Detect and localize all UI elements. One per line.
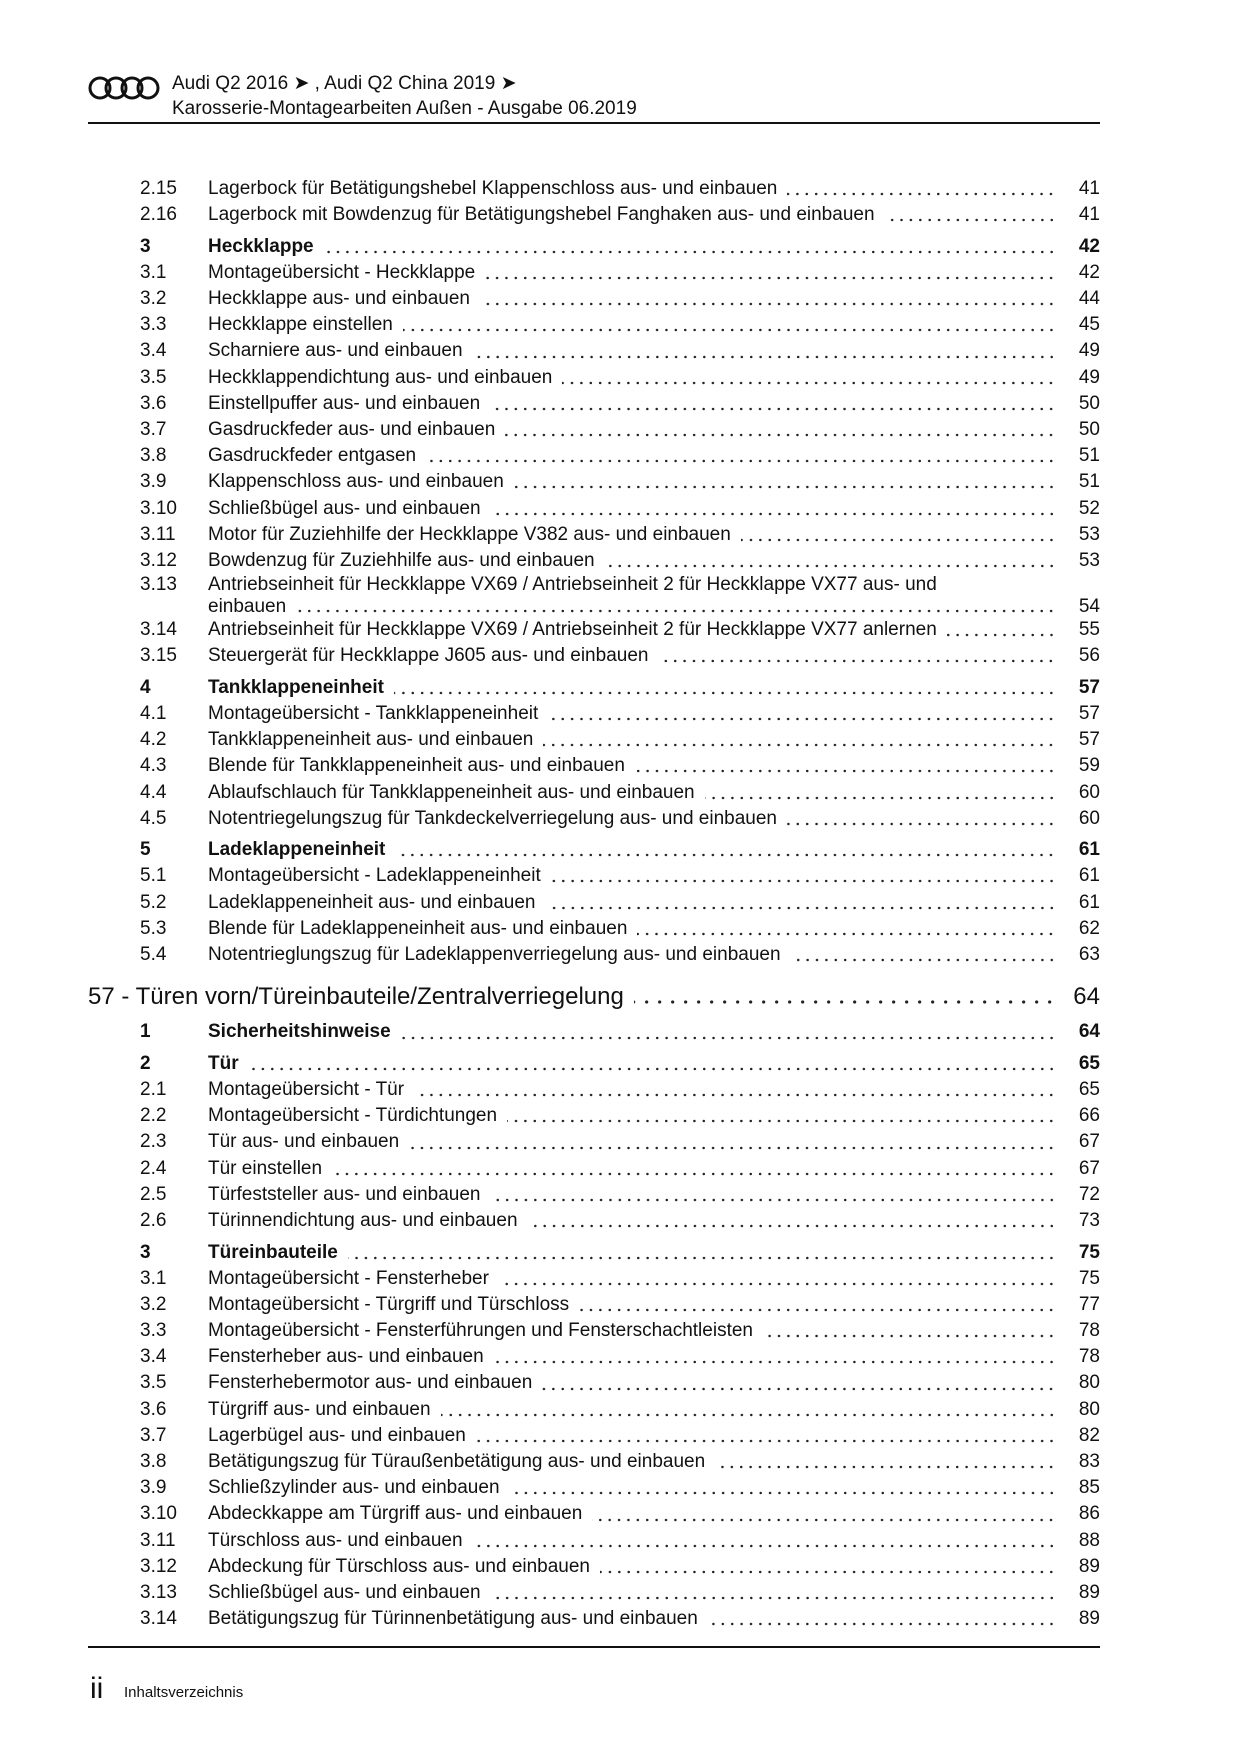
entry-number: 3.14 <box>140 1608 177 1630</box>
dot-leader <box>441 1413 1056 1417</box>
entry-title[interactable]: Lagerbock mit Bowdenzug für Betätigungshebel Fanghaken aus- und einbauen <box>208 204 875 226</box>
entry-title[interactable]: Schließzylinder aus- und einbauen <box>208 1477 500 1499</box>
entry-page[interactable]: 75 <box>1078 1241 1100 1263</box>
entry-number: 3.9 <box>140 1477 167 1499</box>
entry-title[interactable]: Türeinbauteile <box>208 1241 338 1263</box>
entry-page[interactable]: 51 <box>1078 445 1100 467</box>
dot-leader <box>409 1146 1056 1150</box>
entry-page[interactable]: 78 <box>1078 1346 1100 1368</box>
entry-number: 5.4 <box>140 943 167 965</box>
dot-leader <box>592 1518 1056 1522</box>
toc-entry[interactable] <box>88 176 1100 202</box>
toc-entry[interactable] <box>88 1103 1100 1129</box>
entry-page[interactable]: 77 <box>1078 1293 1100 1315</box>
entry-title-continuation <box>88 596 1100 618</box>
toc-entry[interactable] <box>88 286 1100 312</box>
entry-title[interactable]: Lagerbügel aus- und einbauen <box>208 1424 466 1446</box>
toc-entry[interactable] <box>88 806 1100 832</box>
dot-leader <box>473 355 1056 359</box>
entry-title[interactable]: Antriebseinheit für Heckklappe VX69 / Antriebseinheit 2 für Heckklappe VX77 anlernen <box>208 619 937 641</box>
toc-entry[interactable] <box>88 496 1100 522</box>
entry-page[interactable]: 64 <box>1073 983 1100 1011</box>
entry-number: 3.2 <box>140 288 167 310</box>
dot-leader <box>324 250 1056 254</box>
toc-entry[interactable] <box>88 1449 1100 1475</box>
entry-page[interactable]: 82 <box>1078 1424 1100 1446</box>
entry-title[interactable]: Klappenschloss aus- und einbauen <box>208 471 504 493</box>
entry-page[interactable]: 73 <box>1078 1210 1100 1232</box>
toc-entry[interactable] <box>88 260 1100 286</box>
entry-number: 3 <box>140 1241 151 1263</box>
dot-leader <box>491 1198 1057 1202</box>
dot-leader <box>548 717 1056 721</box>
dot-leader <box>635 769 1056 773</box>
entry-title[interactable]: Türgriff aus- und einbauen <box>208 1398 431 1420</box>
dot-leader <box>715 1465 1056 1469</box>
entry-title[interactable]: Türschloss aus- und einbauen <box>208 1529 463 1551</box>
entry-page[interactable]: 57 <box>1078 729 1100 751</box>
entry-number: 1 <box>140 1021 151 1043</box>
dot-leader <box>546 906 1057 910</box>
dot-leader <box>332 1172 1056 1176</box>
entry-title[interactable]: Tankklappeneinheit aus- und einbauen <box>208 729 534 751</box>
toc-entry[interactable] <box>88 1344 1100 1370</box>
dot-leader <box>763 1334 1056 1338</box>
entry-page[interactable]: 54 <box>1078 595 1100 617</box>
toc-entry[interactable] <box>88 574 1100 617</box>
dot-leader <box>787 192 1056 196</box>
entry-page[interactable]: 65 <box>1078 1079 1100 1101</box>
entry-title[interactable]: Türinnendichtung aus- und einbauen <box>208 1210 518 1232</box>
entry-number: 3.10 <box>140 1503 177 1525</box>
entry-number: 2.5 <box>140 1183 167 1205</box>
entry-page[interactable]: 64 <box>1078 1021 1100 1043</box>
dot-leader <box>491 1596 1056 1600</box>
entry-number: 3.13 <box>140 574 177 596</box>
entry-title[interactable]: Bowdenzug für Zuziehhilfe aus- und einbauen <box>208 549 595 571</box>
toc-entry[interactable] <box>88 1606 1100 1632</box>
entry-number: 3.2 <box>140 1293 167 1315</box>
entry-number: 4 <box>140 676 151 698</box>
dot-leader <box>394 691 1056 695</box>
entry-number: 2.3 <box>140 1131 167 1153</box>
entry-page[interactable]: 89 <box>1078 1581 1100 1603</box>
entry-number: 2.1 <box>140 1079 167 1101</box>
dot-leader <box>249 1067 1056 1071</box>
toc-entry[interactable] <box>88 1370 1100 1396</box>
entry-page[interactable]: 41 <box>1078 204 1100 226</box>
entry-title[interactable]: Tankklappeneinheit <box>208 676 384 698</box>
audi-rings-logo <box>88 76 160 100</box>
dot-leader <box>499 1282 1056 1286</box>
toc-section[interactable] <box>88 234 1100 260</box>
entry-number: 2.15 <box>140 178 177 199</box>
entry-number: 2.6 <box>140 1210 167 1232</box>
entry-number: 2.4 <box>140 1157 167 1179</box>
entry-page[interactable]: 85 <box>1078 1477 1100 1499</box>
dot-leader <box>605 564 1056 568</box>
entry-page[interactable]: 61 <box>1078 865 1100 887</box>
toc-entry[interactable] <box>88 1554 1100 1580</box>
footer-divider <box>88 1646 1100 1648</box>
entry-number: 2.2 <box>140 1105 167 1127</box>
dot-leader <box>401 1036 1056 1040</box>
entry-page[interactable]: 50 <box>1078 392 1100 414</box>
entry-page[interactable]: 75 <box>1078 1267 1100 1289</box>
entry-page[interactable]: 67 <box>1078 1157 1100 1179</box>
entry-title[interactable]: Betätigungszug für Türinnenbetätigung aus- und einbauen <box>208 1608 698 1630</box>
entry-page[interactable]: 67 <box>1078 1131 1100 1153</box>
entry-number: 5 <box>140 839 151 861</box>
entry-page[interactable]: 62 <box>1078 917 1100 939</box>
entry-title[interactable]: Heckklappe einstellen <box>208 314 393 336</box>
entry-title[interactable]: Sicherheitshinweise <box>208 1021 391 1043</box>
toc-entry[interactable] <box>88 365 1100 391</box>
dot-leader <box>708 1622 1056 1626</box>
entry-number: 3 <box>140 235 151 257</box>
dot-leader <box>551 879 1056 883</box>
entry-number: 4.5 <box>140 807 167 829</box>
entry-title[interactable]: Notentrieglungszug für Ladeklappenverriegelung aus- und einbauen <box>208 943 781 965</box>
dot-leader <box>507 1119 1056 1123</box>
dot-leader <box>414 1093 1056 1097</box>
entry-page[interactable]: 80 <box>1078 1372 1100 1394</box>
entry-title[interactable]: Gasdruckfeder entgasen <box>208 445 417 467</box>
entry-title[interactable]: Abdeckung für Türschloss aus- und einbauen <box>208 1555 591 1577</box>
entry-page[interactable]: 53 <box>1078 523 1100 545</box>
entry-number: 3.7 <box>140 1424 167 1446</box>
entry-title[interactable]: Blende für Tankklappeneinheit aus- und einbauen <box>208 755 625 777</box>
toc-entry[interactable] <box>88 753 1100 779</box>
toc-entry[interactable] <box>88 890 1100 916</box>
entry-number: 3.8 <box>140 1451 167 1473</box>
toc-entry[interactable] <box>88 617 1100 643</box>
entry-number: 5.3 <box>140 917 167 939</box>
toc-entry[interactable] <box>88 1129 1100 1155</box>
toc-entry[interactable] <box>88 1208 1100 1234</box>
entry-page[interactable]: 72 <box>1078 1183 1100 1205</box>
entry-title[interactable]: Notentriegelungszug für Tankdeckelverriegelung aus- und einbauen <box>208 807 777 829</box>
entry-page[interactable]: 45 <box>1078 314 1100 336</box>
entry-page[interactable]: 65 <box>1078 1052 1100 1074</box>
entry-title[interactable]: Montageübersicht - Fensterheber <box>208 1267 489 1289</box>
toc-entry[interactable] <box>88 1156 1100 1182</box>
entry-title[interactable]: Einstellpuffer aus- und einbauen <box>208 392 481 414</box>
entry-page[interactable]: 83 <box>1078 1451 1100 1473</box>
entry-number: 2 <box>140 1052 151 1074</box>
entry-title[interactable]: Montageübersicht - Ladeklappeneinheit <box>208 865 541 887</box>
entry-number: 3.10 <box>140 497 177 519</box>
entry-title[interactable]: 57 - Türen vorn/Türeinbauteile/Zentralverriegelung <box>88 983 624 1011</box>
entry-page[interactable]: 63 <box>1078 943 1100 965</box>
toc-entry[interactable] <box>88 443 1100 469</box>
toc-entry[interactable] <box>88 1077 1100 1103</box>
toc-chapter[interactable] <box>88 980 1100 1014</box>
toc-entry[interactable] <box>88 1423 1100 1449</box>
entry-number: 4.4 <box>140 781 167 803</box>
entry-page[interactable]: 44 <box>1078 288 1100 310</box>
entry-title[interactable]: Ladeklappeneinheit <box>208 839 386 861</box>
entry-title[interactable]: Schließbügel aus- und einbauen <box>208 1581 481 1603</box>
toc-entry[interactable] <box>88 1528 1100 1554</box>
entry-title[interactable]: Tür einstellen <box>208 1157 323 1179</box>
toc-entry[interactable] <box>88 1266 1100 1292</box>
header-manual-title: Karosserie-Montagearbeiten Außen - Ausgabe 06.2019 <box>172 98 637 119</box>
entry-number: 3.5 <box>140 366 167 388</box>
entry-page[interactable]: 41 <box>1078 178 1100 199</box>
dot-leader <box>637 932 1056 936</box>
toc-entry[interactable] <box>88 1580 1100 1606</box>
entry-title[interactable]: Tür aus- und einbauen <box>208 1131 400 1153</box>
entry-number: 3.13 <box>140 1581 177 1603</box>
dot-leader <box>494 1360 1056 1364</box>
table-of-contents <box>88 176 1100 1632</box>
toc-section[interactable] <box>88 1019 1100 1045</box>
entry-number: 3.6 <box>140 392 167 414</box>
entry-page[interactable]: 51 <box>1078 471 1100 493</box>
dot-leader <box>490 407 1056 411</box>
toc-entry[interactable] <box>88 701 1100 727</box>
toc-section[interactable] <box>88 675 1100 701</box>
entry-page[interactable]: 52 <box>1078 497 1100 519</box>
entry-number: 3.4 <box>140 1346 167 1368</box>
toc-entry[interactable] <box>88 643 1100 669</box>
entry-page[interactable]: 78 <box>1078 1320 1100 1342</box>
entry-page[interactable]: 59 <box>1078 755 1100 777</box>
entry-number: 3.4 <box>140 340 167 362</box>
dot-leader <box>791 958 1056 962</box>
entry-title[interactable]: Heckklappe <box>208 235 314 257</box>
entry-page[interactable]: 42 <box>1078 261 1100 283</box>
entry-page[interactable]: 60 <box>1078 781 1100 803</box>
dot-leader <box>542 1387 1056 1391</box>
dot-leader <box>348 1256 1056 1260</box>
toc-entry[interactable] <box>88 522 1100 548</box>
toc-entry[interactable] <box>88 727 1100 753</box>
entry-page[interactable]: 50 <box>1078 418 1100 440</box>
toc-entry[interactable] <box>88 202 1100 228</box>
entry-title[interactable]: Fensterhebermotor aus- und einbauen <box>208 1372 533 1394</box>
toc-entry[interactable] <box>88 469 1100 495</box>
dot-leader <box>543 743 1056 747</box>
entry-number: 3.14 <box>140 619 177 641</box>
entry-title[interactable]: Montageübersicht - Türgriff und Türschloss <box>208 1293 570 1315</box>
entry-page[interactable]: 55 <box>1078 619 1100 641</box>
dot-leader <box>403 328 1056 332</box>
dot-leader <box>395 853 1056 857</box>
entry-page[interactable]: 53 <box>1078 549 1100 571</box>
dot-leader <box>296 609 1056 613</box>
toc-entry[interactable] <box>88 391 1100 417</box>
dot-leader <box>885 218 1056 222</box>
entry-number: 3.12 <box>140 549 177 571</box>
entry-page[interactable]: 49 <box>1078 366 1100 388</box>
entry-page[interactable]: 61 <box>1078 891 1100 913</box>
entry-number: 3.5 <box>140 1372 167 1394</box>
dot-leader <box>480 302 1056 306</box>
entry-number: 5.1 <box>140 865 167 887</box>
dot-leader <box>528 1224 1056 1228</box>
entry-number: 3.3 <box>140 1320 167 1342</box>
footer-label: Inhaltsverzeichnis <box>124 1684 244 1701</box>
entry-page[interactable]: 42 <box>1078 235 1100 257</box>
entry-page[interactable]: 57 <box>1078 676 1100 698</box>
entry-title[interactable]: Abdeckkappe am Türgriff aus- und einbauen <box>208 1503 583 1525</box>
entry-title[interactable]: Lagerbock für Betätigungshebel Klappenschloss aus- und einbauen <box>208 178 778 199</box>
dot-leader <box>476 1439 1056 1443</box>
entry-number: 3.11 <box>140 523 176 545</box>
toc-section[interactable] <box>88 1240 1100 1266</box>
footer-page-number: ii <box>90 1672 104 1705</box>
toc-entry[interactable] <box>88 863 1100 889</box>
toc-entry[interactable] <box>88 780 1100 806</box>
toc-section[interactable] <box>88 1051 1100 1077</box>
dot-leader <box>485 276 1056 280</box>
toc-entry[interactable] <box>88 338 1100 364</box>
entry-title[interactable]: Ladeklappeneinheit aus- und einbauen <box>208 891 536 913</box>
entry-number: 5.2 <box>140 891 167 913</box>
dot-leader <box>562 381 1056 385</box>
toc-entry[interactable] <box>88 1397 1100 1423</box>
entry-page[interactable]: 49 <box>1078 340 1100 362</box>
entry-page[interactable]: 88 <box>1078 1529 1100 1551</box>
dot-leader <box>505 433 1056 437</box>
toc-entry[interactable] <box>88 1475 1100 1501</box>
entry-title-line2[interactable]: einbauen <box>208 595 287 617</box>
dot-leader <box>600 1570 1056 1574</box>
toc-entry[interactable] <box>88 1182 1100 1208</box>
entry-number: 4.3 <box>140 755 167 777</box>
toc-entry[interactable] <box>88 548 1100 574</box>
entry-number: 3.11 <box>140 1529 176 1551</box>
entry-title[interactable]: Heckklappe aus- und einbauen <box>208 288 470 310</box>
entry-title[interactable]: Scharniere aus- und einbauen <box>208 340 463 362</box>
entry-number: 2.16 <box>140 204 177 226</box>
header-divider <box>88 122 1100 124</box>
entry-number: 3.9 <box>140 471 167 493</box>
dot-leader <box>705 796 1056 800</box>
entry-number: 3.8 <box>140 445 167 467</box>
entry-number: 4.2 <box>140 729 167 751</box>
entry-number: 3.7 <box>140 418 167 440</box>
dot-leader <box>426 459 1056 463</box>
toc-entry[interactable] <box>88 1501 1100 1527</box>
entry-title[interactable]: Montageübersicht - Türdichtungen <box>208 1105 498 1127</box>
entry-title[interactable]: Schließbügel aus- und einbauen <box>208 497 481 519</box>
entry-number: 4.1 <box>140 702 167 724</box>
entry-number: 3.12 <box>140 1555 177 1577</box>
entry-page[interactable]: 80 <box>1078 1398 1100 1420</box>
entry-title[interactable]: Betätigungszug für Türaußenbetätigung aus- und einbauen <box>208 1451 706 1473</box>
entry-page[interactable]: 86 <box>1078 1503 1100 1525</box>
entry-title[interactable]: Antriebseinheit für Heckklappe VX69 / Antriebseinheit 2 für Heckklappe VX77 aus- und <box>208 574 937 596</box>
toc-section[interactable] <box>88 837 1100 863</box>
entry-number: 3.1 <box>140 261 167 283</box>
entry-title[interactable]: Steuergerät für Heckklappe J605 aus- und einbauen <box>208 645 649 667</box>
entry-number: 3.6 <box>140 1398 167 1420</box>
entry-page[interactable]: 89 <box>1078 1555 1100 1577</box>
entry-title[interactable]: Gasdruckfeder aus- und einbauen <box>208 418 496 440</box>
entry-title[interactable]: Tür <box>208 1052 239 1074</box>
dot-leader <box>579 1308 1056 1312</box>
dot-leader <box>658 659 1056 663</box>
entry-title[interactable]: Motor für Zuziehhilfe der Heckklappe V382 aus- und einbauen <box>208 523 731 545</box>
toc-entry[interactable] <box>88 942 1100 968</box>
dot-leader <box>787 822 1056 826</box>
dot-leader <box>491 512 1056 516</box>
entry-title[interactable]: Ablaufschlauch für Tankklappeneinheit aus- und einbauen <box>208 781 695 803</box>
entry-title[interactable]: Montageübersicht - Tür <box>208 1079 405 1101</box>
entry-title[interactable]: Fensterheber aus- und einbauen <box>208 1346 484 1368</box>
entry-number: 3.1 <box>140 1267 167 1289</box>
entry-page[interactable]: 89 <box>1078 1608 1100 1630</box>
toc-entry[interactable] <box>88 1318 1100 1344</box>
dot-leader <box>741 538 1056 542</box>
entry-page[interactable]: 66 <box>1078 1105 1100 1127</box>
toc-entry[interactable] <box>88 1292 1100 1318</box>
dot-leader <box>510 1491 1056 1495</box>
entry-title[interactable]: Montageübersicht - Heckklappe <box>208 261 476 283</box>
entry-title[interactable]: Blende für Ladeklappeneinheit aus- und einbauen <box>208 917 628 939</box>
entry-title[interactable]: Montageübersicht - Tankklappeneinheit <box>208 702 539 724</box>
entry-page[interactable]: 61 <box>1078 839 1100 861</box>
dot-leader <box>473 1544 1056 1548</box>
dot-leader <box>514 485 1056 489</box>
entry-number: 3.3 <box>140 314 167 336</box>
toc-entry[interactable] <box>88 312 1100 338</box>
entry-page[interactable]: 60 <box>1078 807 1100 829</box>
entry-number: 3.15 <box>140 645 177 667</box>
entry-page[interactable]: 57 <box>1078 702 1100 724</box>
toc-entry[interactable] <box>88 916 1100 942</box>
entry-title[interactable]: Heckklappendichtung aus- und einbauen <box>208 366 553 388</box>
entry-title[interactable]: Montageübersicht - Fensterführungen und Fensterschachtleisten <box>208 1320 753 1342</box>
entry-title[interactable]: Türfeststeller aus- und einbauen <box>208 1183 481 1205</box>
entry-page[interactable]: 56 <box>1078 645 1100 667</box>
header-vehicle-models: Audi Q2 2016 ➤ , Audi Q2 China 2019 ➤ <box>172 73 517 94</box>
toc-entry[interactable] <box>88 417 1100 443</box>
dot-leader <box>634 1000 1056 1004</box>
dot-leader <box>947 633 1056 637</box>
